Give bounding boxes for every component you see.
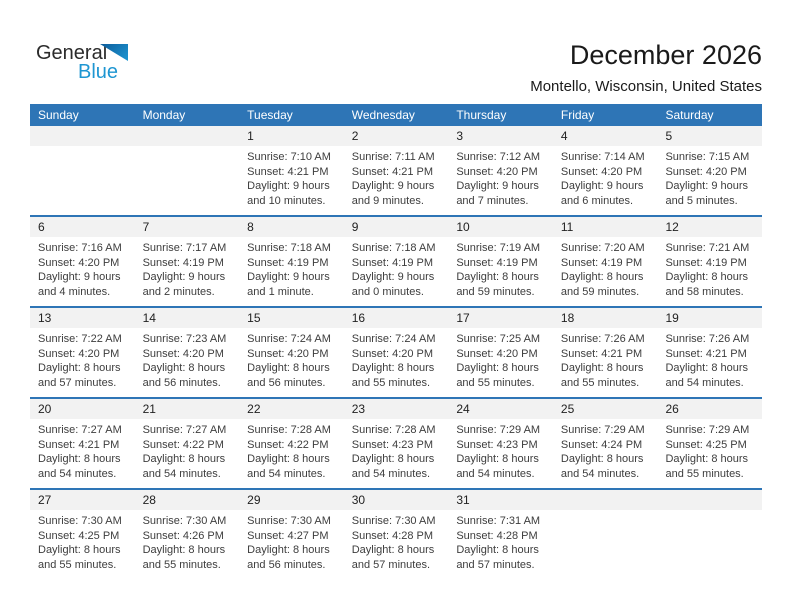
day-number: 21 bbox=[135, 399, 240, 419]
day-number bbox=[30, 126, 135, 146]
location-subtitle: Montello, Wisconsin, United States bbox=[530, 78, 762, 95]
day-number: 3 bbox=[448, 126, 553, 146]
daylight-text-line2: and 57 minutes. bbox=[456, 558, 535, 571]
calendar-day-cell bbox=[239, 490, 344, 579]
daylight-text-line2: and 55 minutes. bbox=[38, 558, 117, 571]
calendar-day-cell bbox=[30, 126, 135, 215]
calendar-day-cell bbox=[344, 308, 449, 397]
day-number: 7 bbox=[135, 217, 240, 237]
sunset-text: Sunset: 4:25 PM bbox=[665, 438, 747, 451]
day-number: 19 bbox=[657, 308, 762, 328]
day-number: 2 bbox=[344, 126, 449, 146]
calendar-week-row bbox=[30, 488, 762, 579]
day-info bbox=[135, 510, 240, 572]
sunset-text: Sunset: 4:20 PM bbox=[38, 347, 120, 360]
daylight-text-line1: Daylight: 8 hours bbox=[38, 362, 121, 374]
daylight-text-line1: Daylight: 8 hours bbox=[351, 453, 435, 465]
calendar-day-cell bbox=[448, 490, 553, 579]
day-info bbox=[239, 510, 344, 572]
daylight-text-line2: and 55 minutes. bbox=[351, 376, 431, 389]
sunset-text: Sunset: 4:21 PM bbox=[247, 165, 329, 178]
daylight-text-line1: Daylight: 8 hours bbox=[142, 453, 226, 465]
day-number: 31 bbox=[448, 490, 553, 510]
daylight-text-line1: Daylight: 9 hours bbox=[351, 180, 435, 192]
day-number: 25 bbox=[553, 399, 658, 419]
calendar-day-cell bbox=[657, 399, 762, 488]
weekday-header-wednesday: Wednesday bbox=[351, 108, 415, 122]
daylight-text-line2: and 7 minutes. bbox=[456, 194, 529, 207]
day-number: 9 bbox=[344, 217, 449, 237]
calendar-table bbox=[30, 104, 762, 579]
calendar-day-cell bbox=[657, 308, 762, 397]
daylight-text-line2: and 54 minutes. bbox=[142, 467, 221, 480]
day-number: 17 bbox=[448, 308, 553, 328]
day-number: 20 bbox=[30, 399, 135, 419]
day-number bbox=[135, 126, 240, 146]
sunrise-text: Sunrise: 7:28 AM bbox=[351, 424, 436, 436]
day-info bbox=[30, 419, 135, 481]
calendar-day-cell bbox=[135, 308, 240, 397]
day-number: 11 bbox=[553, 217, 658, 237]
day-info bbox=[344, 146, 449, 208]
day-info bbox=[553, 510, 658, 514]
day-info bbox=[135, 146, 240, 150]
sunset-text: Sunset: 4:20 PM bbox=[665, 165, 747, 178]
sunrise-text: Sunrise: 7:23 AM bbox=[142, 333, 227, 345]
sunrise-text: Sunrise: 7:24 AM bbox=[351, 333, 436, 345]
weekday-header-sunday: Sunday bbox=[38, 108, 79, 122]
day-info bbox=[239, 146, 344, 208]
weekday-header-row bbox=[30, 104, 762, 126]
day-number: 30 bbox=[344, 490, 449, 510]
daylight-text-line1: Daylight: 8 hours bbox=[665, 453, 749, 465]
sunset-text: Sunset: 4:19 PM bbox=[560, 256, 643, 269]
sunrise-text: Sunrise: 7:21 AM bbox=[665, 242, 750, 254]
day-info bbox=[448, 419, 553, 481]
day-number: 16 bbox=[344, 308, 449, 328]
daylight-text-line1: Daylight: 9 hours bbox=[456, 180, 539, 192]
sunrise-text: Sunrise: 7:10 AM bbox=[247, 151, 331, 163]
sunrise-text: Sunrise: 7:14 AM bbox=[560, 151, 645, 163]
day-number: 10 bbox=[448, 217, 553, 237]
sunset-text: Sunset: 4:20 PM bbox=[456, 165, 538, 178]
daylight-text-line2: and 10 minutes. bbox=[247, 194, 326, 207]
day-number: 22 bbox=[239, 399, 344, 419]
calendar-day-cell bbox=[135, 490, 240, 579]
sunset-text: Sunset: 4:28 PM bbox=[351, 529, 434, 542]
day-info bbox=[657, 237, 762, 299]
calendar-day-cell bbox=[135, 126, 240, 215]
day-info bbox=[30, 237, 135, 299]
calendar-day-cell bbox=[239, 217, 344, 306]
sunrise-text: Sunrise: 7:16 AM bbox=[38, 242, 122, 254]
sunrise-text: Sunrise: 7:26 AM bbox=[560, 333, 645, 345]
sunrise-text: Sunrise: 7:27 AM bbox=[38, 424, 122, 436]
day-info bbox=[135, 237, 240, 299]
daylight-text-line1: Daylight: 9 hours bbox=[560, 180, 644, 192]
sunset-text: Sunset: 4:20 PM bbox=[456, 347, 538, 360]
daylight-text-line2: and 57 minutes. bbox=[351, 558, 431, 571]
daylight-text-line2: and 1 minute. bbox=[247, 285, 314, 298]
day-info bbox=[239, 328, 344, 390]
calendar-day-cell bbox=[657, 126, 762, 215]
sunrise-text: Sunrise: 7:18 AM bbox=[247, 242, 331, 254]
daylight-text-line2: and 55 minutes. bbox=[665, 467, 744, 480]
sunset-text: Sunset: 4:22 PM bbox=[142, 438, 224, 451]
sunrise-text: Sunrise: 7:27 AM bbox=[142, 424, 227, 436]
day-info bbox=[553, 419, 658, 481]
sunrise-text: Sunrise: 7:11 AM bbox=[351, 151, 435, 163]
daylight-text-line1: Daylight: 8 hours bbox=[456, 453, 539, 465]
sunrise-text: Sunrise: 7:31 AM bbox=[456, 515, 541, 527]
day-number: 24 bbox=[448, 399, 553, 419]
calendar-week-row bbox=[30, 397, 762, 488]
sunrise-text: Sunrise: 7:29 AM bbox=[456, 424, 541, 436]
day-number: 15 bbox=[239, 308, 344, 328]
sunrise-text: Sunrise: 7:29 AM bbox=[560, 424, 645, 436]
sunset-text: Sunset: 4:19 PM bbox=[351, 256, 434, 269]
daylight-text-line1: Daylight: 8 hours bbox=[247, 544, 330, 556]
calendar-day-cell bbox=[553, 217, 658, 306]
day-info bbox=[657, 146, 762, 208]
day-number: 4 bbox=[553, 126, 658, 146]
sunrise-text: Sunrise: 7:20 AM bbox=[560, 242, 645, 254]
sunset-text: Sunset: 4:20 PM bbox=[38, 256, 120, 269]
sunset-text: Sunset: 4:19 PM bbox=[456, 256, 538, 269]
calendar-day-cell bbox=[553, 126, 658, 215]
day-info bbox=[448, 328, 553, 390]
sunrise-text: Sunrise: 7:17 AM bbox=[142, 242, 227, 254]
daylight-text-line2: and 58 minutes. bbox=[665, 285, 744, 298]
daylight-text-line1: Daylight: 8 hours bbox=[560, 362, 644, 374]
calendar-day-cell bbox=[344, 399, 449, 488]
calendar-day-cell bbox=[344, 217, 449, 306]
calendar-day-cell bbox=[135, 217, 240, 306]
calendar-week-row bbox=[30, 306, 762, 397]
sunset-text: Sunset: 4:21 PM bbox=[560, 347, 643, 360]
calendar-day-cell bbox=[448, 308, 553, 397]
calendar-day-cell bbox=[657, 490, 762, 579]
sunrise-text: Sunrise: 7:12 AM bbox=[456, 151, 541, 163]
daylight-text-line2: and 55 minutes. bbox=[456, 376, 535, 389]
sunset-text: Sunset: 4:20 PM bbox=[142, 347, 224, 360]
sunset-text: Sunset: 4:27 PM bbox=[247, 529, 329, 542]
sunset-text: Sunset: 4:20 PM bbox=[247, 347, 329, 360]
daylight-text-line2: and 59 minutes. bbox=[456, 285, 535, 298]
calendar-day-cell bbox=[30, 490, 135, 579]
day-info bbox=[135, 419, 240, 481]
sunrise-text: Sunrise: 7:15 AM bbox=[665, 151, 750, 163]
logo-text-blue: Blue bbox=[78, 61, 119, 83]
sunrise-text: Sunrise: 7:30 AM bbox=[142, 515, 227, 527]
daylight-text-line1: Daylight: 8 hours bbox=[456, 544, 539, 556]
day-info bbox=[30, 328, 135, 390]
day-info bbox=[30, 146, 135, 150]
sunrise-text: Sunrise: 7:29 AM bbox=[665, 424, 750, 436]
day-info bbox=[344, 237, 449, 299]
daylight-text-line2: and 54 minutes. bbox=[247, 467, 326, 480]
weekday-header-monday: Monday bbox=[142, 108, 186, 122]
day-number: 1 bbox=[239, 126, 344, 146]
daylight-text-line1: Daylight: 9 hours bbox=[38, 271, 121, 283]
day-number: 28 bbox=[135, 490, 240, 510]
daylight-text-line2: and 0 minutes. bbox=[351, 285, 424, 298]
page-title: December 2026 bbox=[569, 40, 762, 70]
calendar-week-row bbox=[30, 126, 762, 215]
daylight-text-line2: and 9 minutes. bbox=[351, 194, 424, 207]
day-number: 13 bbox=[30, 308, 135, 328]
day-number: 29 bbox=[239, 490, 344, 510]
day-info bbox=[448, 510, 553, 572]
calendar-day-cell bbox=[553, 308, 658, 397]
sunset-text: Sunset: 4:21 PM bbox=[665, 347, 747, 360]
calendar-day-cell bbox=[30, 217, 135, 306]
daylight-text-line1: Daylight: 8 hours bbox=[351, 362, 435, 374]
day-info bbox=[344, 419, 449, 481]
sunrise-text: Sunrise: 7:30 AM bbox=[247, 515, 331, 527]
sunset-text: Sunset: 4:20 PM bbox=[351, 347, 434, 360]
daylight-text-line1: Daylight: 8 hours bbox=[456, 271, 539, 283]
day-number: 14 bbox=[135, 308, 240, 328]
daylight-text-line2: and 55 minutes. bbox=[560, 376, 640, 389]
daylight-text-line2: and 54 minutes. bbox=[351, 467, 431, 480]
daylight-text-line2: and 55 minutes. bbox=[142, 558, 221, 571]
daylight-text-line1: Daylight: 8 hours bbox=[665, 271, 749, 283]
calendar-day-cell bbox=[344, 490, 449, 579]
sunset-text: Sunset: 4:19 PM bbox=[665, 256, 747, 269]
sunset-text: Sunset: 4:23 PM bbox=[456, 438, 538, 451]
day-number bbox=[553, 490, 658, 510]
day-info bbox=[553, 328, 658, 390]
daylight-text-line2: and 6 minutes. bbox=[560, 194, 634, 207]
day-info bbox=[657, 510, 762, 514]
calendar-day-cell bbox=[657, 217, 762, 306]
sunrise-text: Sunrise: 7:24 AM bbox=[247, 333, 331, 345]
sunset-text: Sunset: 4:23 PM bbox=[351, 438, 434, 451]
daylight-text-line1: Daylight: 8 hours bbox=[38, 453, 121, 465]
daylight-text-line1: Daylight: 8 hours bbox=[247, 453, 330, 465]
day-number: 18 bbox=[553, 308, 658, 328]
day-info bbox=[553, 237, 658, 299]
calendar-day-cell bbox=[135, 399, 240, 488]
day-info bbox=[448, 146, 553, 208]
calendar-week-row bbox=[30, 215, 762, 306]
daylight-text-line2: and 56 minutes. bbox=[247, 376, 326, 389]
day-info bbox=[448, 237, 553, 299]
weekday-header-saturday: Saturday bbox=[665, 108, 714, 122]
sunset-text: Sunset: 4:25 PM bbox=[38, 529, 120, 542]
daylight-text-line1: Daylight: 9 hours bbox=[665, 180, 749, 192]
day-info bbox=[657, 419, 762, 481]
daylight-text-line2: and 4 minutes. bbox=[38, 285, 111, 298]
day-number: 23 bbox=[344, 399, 449, 419]
daylight-text-line2: and 54 minutes. bbox=[38, 467, 117, 480]
day-info bbox=[30, 510, 135, 572]
calendar-day-cell bbox=[30, 308, 135, 397]
daylight-text-line2: and 57 minutes. bbox=[38, 376, 117, 389]
day-info bbox=[657, 328, 762, 390]
calendar-day-cell bbox=[553, 490, 658, 579]
sunrise-text: Sunrise: 7:28 AM bbox=[247, 424, 331, 436]
weekday-header-friday: Friday bbox=[560, 108, 595, 122]
day-number: 12 bbox=[657, 217, 762, 237]
weekday-header-tuesday: Tuesday bbox=[247, 108, 293, 122]
daylight-text-line1: Daylight: 8 hours bbox=[560, 271, 644, 283]
general-blue-logo bbox=[36, 40, 156, 88]
daylight-text-line1: Daylight: 8 hours bbox=[142, 362, 226, 374]
sunset-text: Sunset: 4:28 PM bbox=[456, 529, 538, 542]
day-number: 8 bbox=[239, 217, 344, 237]
sunset-text: Sunset: 4:26 PM bbox=[142, 529, 224, 542]
daylight-text-line2: and 54 minutes. bbox=[665, 376, 744, 389]
logo-text-general: General bbox=[36, 42, 108, 64]
calendar-day-cell bbox=[239, 399, 344, 488]
daylight-text-line2: and 54 minutes. bbox=[560, 467, 640, 480]
day-number: 6 bbox=[30, 217, 135, 237]
sunset-text: Sunset: 4:19 PM bbox=[142, 256, 224, 269]
daylight-text-line1: Daylight: 9 hours bbox=[142, 271, 226, 283]
day-info bbox=[344, 510, 449, 572]
daylight-text-line2: and 56 minutes. bbox=[247, 558, 326, 571]
daylight-text-line1: Daylight: 8 hours bbox=[38, 544, 121, 556]
day-info bbox=[553, 146, 658, 208]
daylight-text-line1: Daylight: 9 hours bbox=[351, 271, 435, 283]
sunrise-text: Sunrise: 7:18 AM bbox=[351, 242, 436, 254]
day-info bbox=[239, 419, 344, 481]
sunset-text: Sunset: 4:24 PM bbox=[560, 438, 643, 451]
daylight-text-line1: Daylight: 9 hours bbox=[247, 180, 330, 192]
calendar-day-cell bbox=[448, 126, 553, 215]
daylight-text-line2: and 54 minutes. bbox=[456, 467, 535, 480]
daylight-text-line1: Daylight: 8 hours bbox=[560, 453, 644, 465]
calendar-day-cell bbox=[344, 126, 449, 215]
daylight-text-line2: and 59 minutes. bbox=[560, 285, 640, 298]
sunrise-text: Sunrise: 7:19 AM bbox=[456, 242, 541, 254]
day-info bbox=[135, 328, 240, 390]
daylight-text-line2: and 2 minutes. bbox=[142, 285, 215, 298]
daylight-text-line1: Daylight: 8 hours bbox=[456, 362, 539, 374]
daylight-text-line2: and 56 minutes. bbox=[142, 376, 221, 389]
sunset-text: Sunset: 4:19 PM bbox=[247, 256, 329, 269]
weekday-header-thursday: Thursday bbox=[456, 108, 507, 122]
sunset-text: Sunset: 4:21 PM bbox=[351, 165, 434, 178]
day-number: 27 bbox=[30, 490, 135, 510]
sunset-text: Sunset: 4:21 PM bbox=[38, 438, 120, 451]
daylight-text-line1: Daylight: 8 hours bbox=[142, 544, 226, 556]
daylight-text-line2: and 5 minutes. bbox=[665, 194, 738, 207]
sunrise-text: Sunrise: 7:30 AM bbox=[351, 515, 436, 527]
weeks-container bbox=[30, 126, 762, 579]
sunrise-text: Sunrise: 7:22 AM bbox=[38, 333, 122, 345]
calendar-day-cell bbox=[239, 126, 344, 215]
sunset-text: Sunset: 4:20 PM bbox=[560, 165, 643, 178]
calendar-day-cell bbox=[30, 399, 135, 488]
daylight-text-line1: Daylight: 8 hours bbox=[351, 544, 435, 556]
daylight-text-line1: Daylight: 9 hours bbox=[247, 271, 330, 283]
calendar-day-cell bbox=[239, 308, 344, 397]
sunrise-text: Sunrise: 7:30 AM bbox=[38, 515, 122, 527]
sunset-text: Sunset: 4:22 PM bbox=[247, 438, 329, 451]
day-info bbox=[344, 328, 449, 390]
day-number bbox=[657, 490, 762, 510]
sunrise-text: Sunrise: 7:25 AM bbox=[456, 333, 541, 345]
daylight-text-line1: Daylight: 8 hours bbox=[247, 362, 330, 374]
calendar-day-cell bbox=[448, 399, 553, 488]
day-info bbox=[239, 237, 344, 299]
calendar-day-cell bbox=[448, 217, 553, 306]
daylight-text-line1: Daylight: 8 hours bbox=[665, 362, 749, 374]
day-number: 5 bbox=[657, 126, 762, 146]
calendar-day-cell bbox=[553, 399, 658, 488]
sunrise-text: Sunrise: 7:26 AM bbox=[665, 333, 750, 345]
day-number: 26 bbox=[657, 399, 762, 419]
